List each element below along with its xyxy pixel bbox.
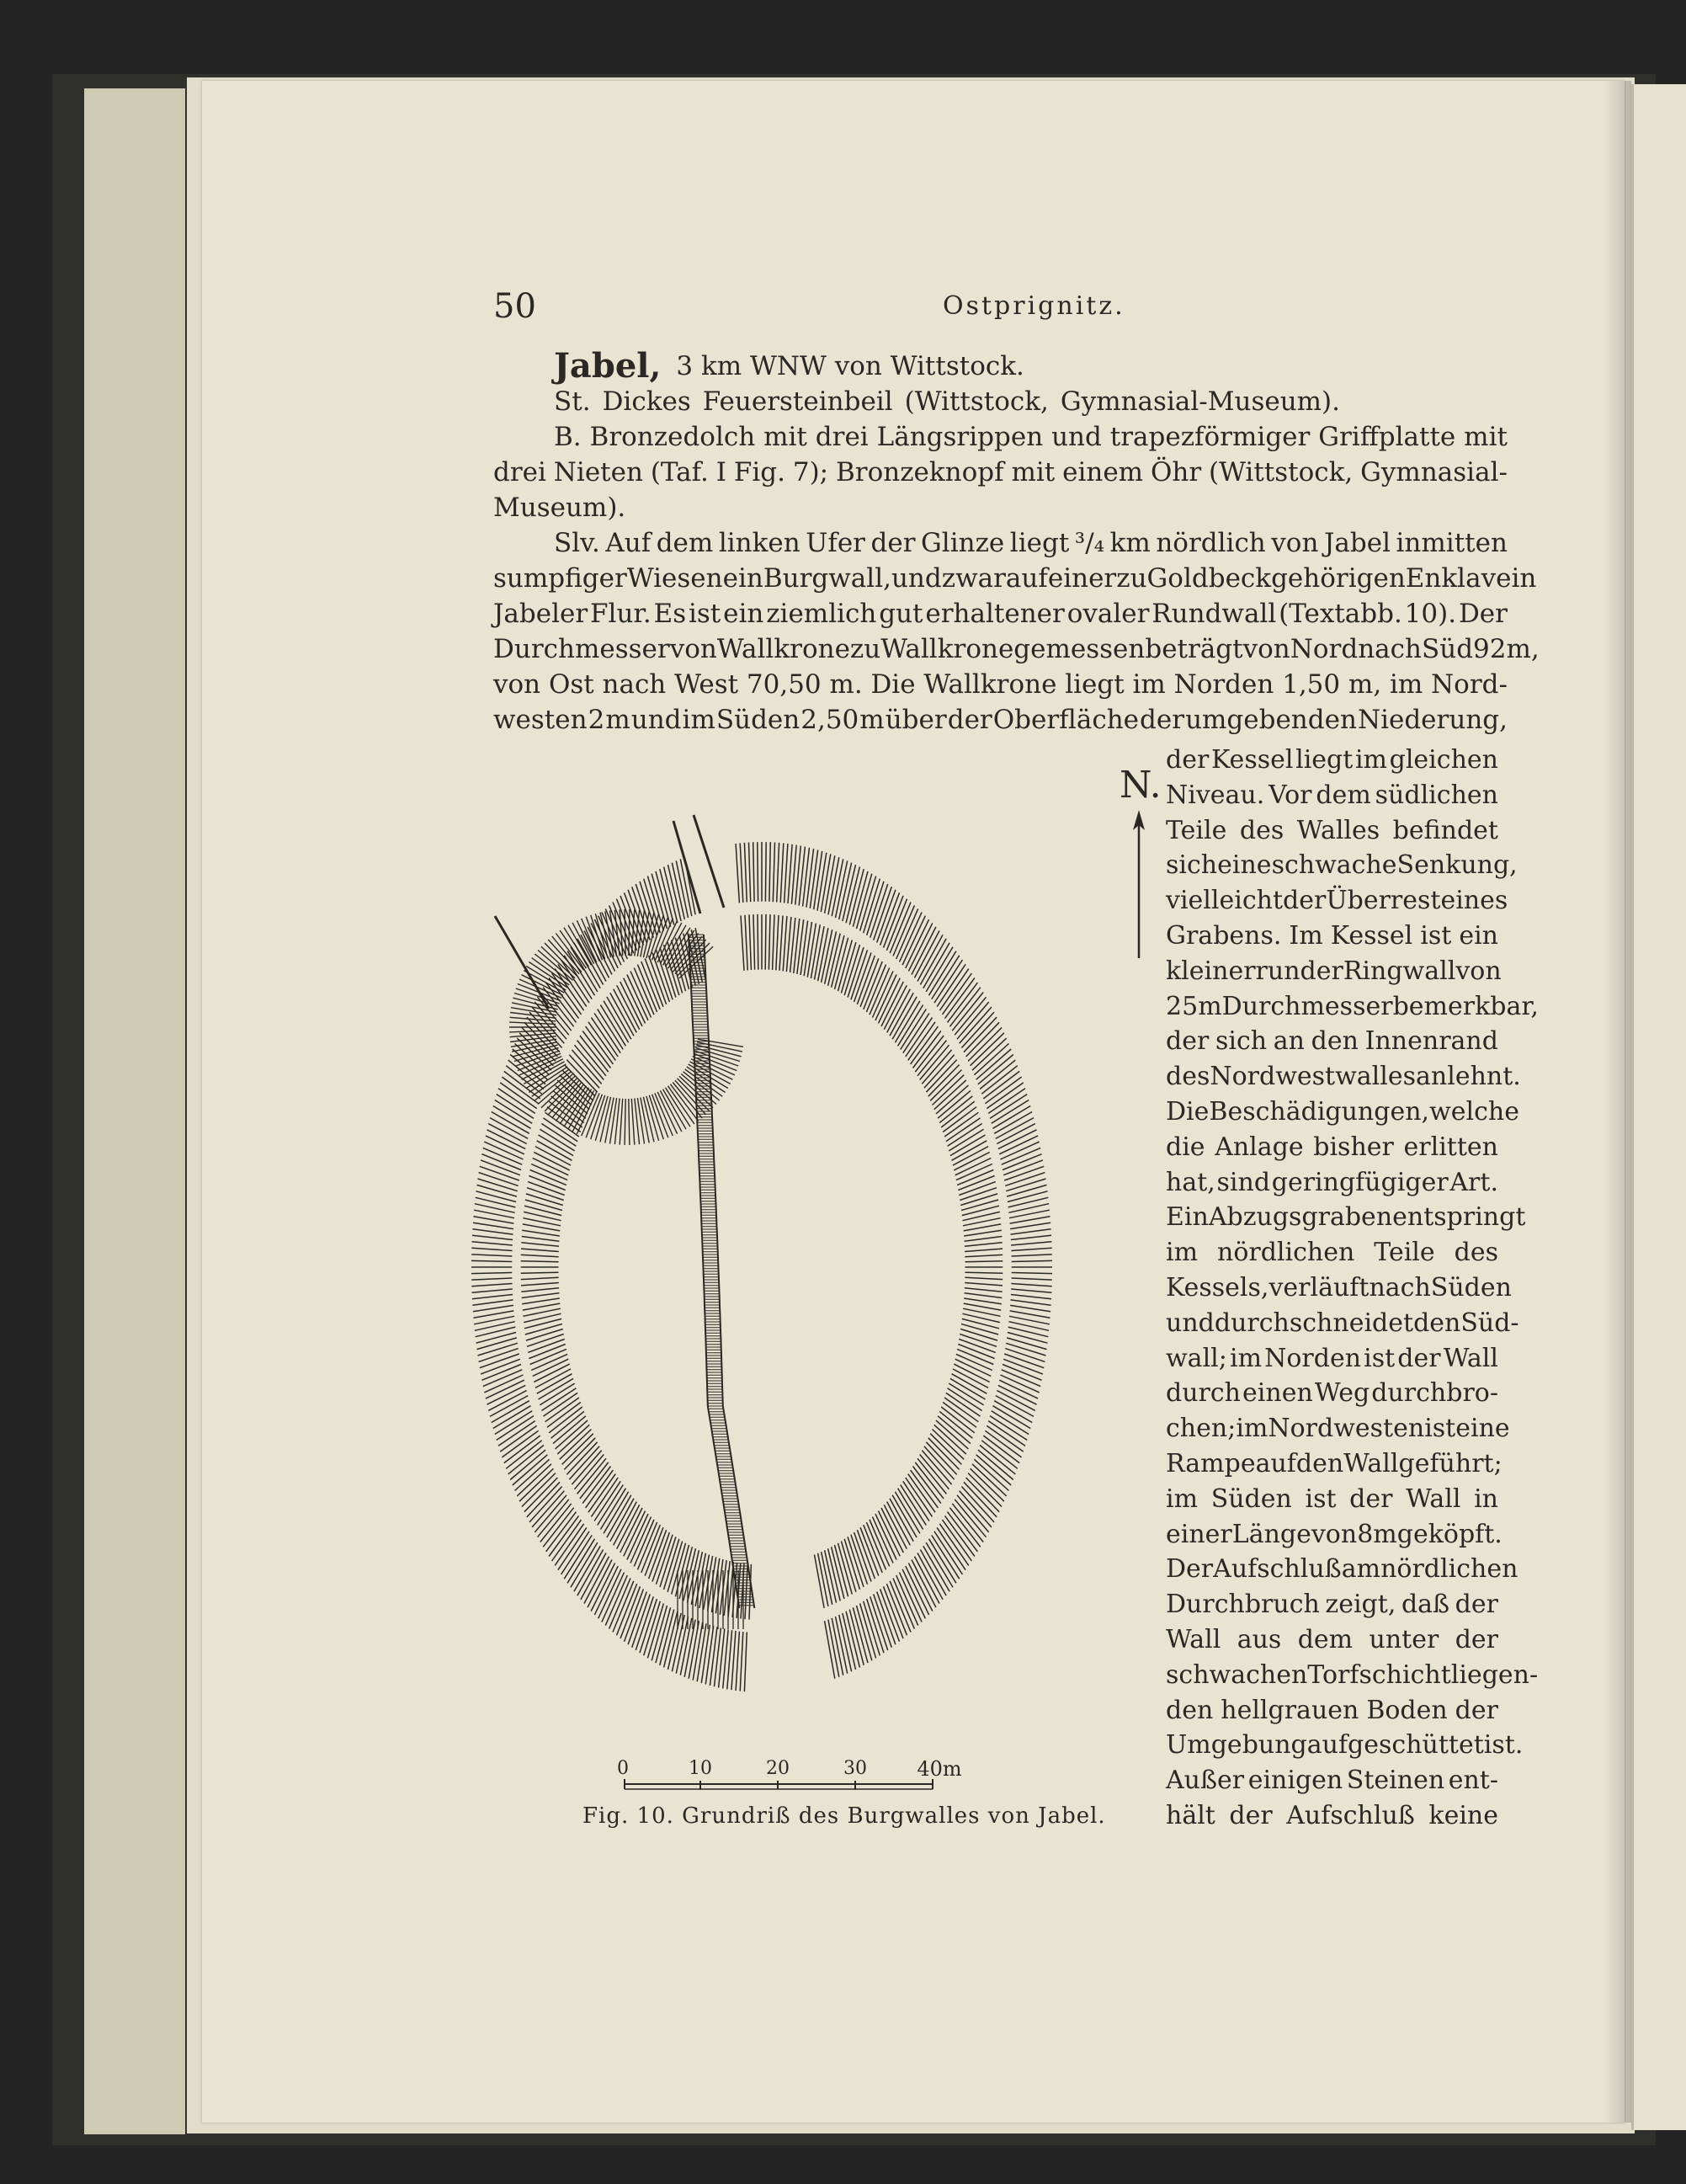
text-line: Museum). [493, 493, 626, 523]
text-line: Jabeler Flur. Es ist ein ziemlich gut erhaltener ovaler Rundwall (Textabb. 10). Der [493, 599, 1508, 629]
main-text-block [493, 346, 1540, 738]
text-line: Grabens. Im Kessel ist ein [1166, 920, 1498, 951]
scale-label: 30 [843, 1758, 867, 1779]
text-line: sumpfiger Wiesen ein Burgwall, und zwar auf einer zu Goldbeck gehörigen Enklave in [493, 563, 1537, 594]
text-line: im nördlichen Teile des [1166, 1238, 1498, 1268]
text-line: 25 m Durchmesser bemerkbar, [1166, 991, 1539, 1021]
north-arrow-icon [1126, 808, 1151, 960]
text-line: wall; im Norden ist der Wall [1166, 1343, 1498, 1373]
book-edge [84, 88, 185, 2134]
text-line: durch einen Weg durchbro- [1166, 1378, 1498, 1409]
text-line: die Anlage bisher erlitten [1166, 1132, 1498, 1162]
text-line: westen 2 m und im Süden 2,50 m über der Oberfläche der umgebenden Niederung, [493, 705, 1508, 735]
text-line: Slv. Auf dem linken Ufer der Glinze liegt ³/₄ km nördlich von Jabel inmitten [554, 528, 1508, 558]
text-line: des Nordwestwalles anlehnt. [1166, 1062, 1521, 1092]
text-line: der sich an den Innenrand [1166, 1026, 1498, 1057]
text-line [493, 346, 1508, 386]
facing-page-edge [1631, 84, 1686, 2130]
text-line: Außer einigen Steinen ent- [1166, 1766, 1498, 1796]
text-line: hält der Aufschluß keine [1166, 1800, 1498, 1830]
gutter-shadow [1604, 81, 1631, 2123]
text-line: Der Aufschluß am nördlichen [1166, 1554, 1518, 1585]
text-line: den hellgrauen Boden der [1166, 1695, 1498, 1725]
figure-caption: Fig. 10. Grundriß des Burgwalles von Jabel. [582, 1803, 1106, 1829]
running-head: Ostprignitz. [943, 291, 1125, 321]
entry-heading: Jabel, [554, 346, 662, 386]
text-line: St. Dickes Feuersteinbeil (Wittstock, Gymnasial-Museum). [554, 386, 1341, 417]
text-line: schwachen Torfschicht liegen- [1166, 1659, 1539, 1690]
text-line: drei Nieten (Taf. I Fig. 7); Bronzeknopf mit einem Öhr (Wittstock, Gymnasial- [493, 457, 1508, 487]
text-line: vielleicht der Überrest eines [1166, 886, 1508, 916]
text-line: Die Beschädigungen, welche [1166, 1096, 1519, 1127]
scale-label: 10 [689, 1758, 712, 1779]
scale-label: 0 [617, 1758, 629, 1779]
text-line: und durchschneidet den Süd- [1166, 1308, 1519, 1338]
text-line: Ein Abzugsgraben entspringt [1166, 1202, 1526, 1233]
page-number: 50 [493, 287, 536, 326]
text-line: Teile des Walles befindet [1166, 815, 1498, 845]
text-line: der Kessel liegt im gleichen [1166, 745, 1498, 775]
text-line: Rampe auf den Wall geführt; [1166, 1448, 1503, 1478]
text-line: Wall aus dem unter der [1166, 1624, 1498, 1654]
text-line: chen; im Nordwesten ist eine [1166, 1414, 1510, 1444]
text-line: von Ost nach West 70,50 m. Die Wallkrone liegt im Norden 1,50 m, im Nord- [493, 669, 1508, 700]
text-line: hat, sind geringfügiger Art. [1166, 1167, 1498, 1197]
text-line: kleiner runder Ringwall von [1166, 956, 1502, 986]
text-line: Durchmesser von Wallkrone zu Wallkrone gemessen beträgt von Nord nach Süd 92 m, [493, 634, 1540, 664]
text-line: Niveau. Vor dem südlichen [1166, 780, 1498, 810]
text-line: Umgebung aufgeschüttet ist. [1166, 1730, 1524, 1761]
text-line: Durchbruch zeigt, daß der [1166, 1590, 1498, 1620]
scale-label: 20 [766, 1758, 790, 1779]
north-label: N. [1120, 764, 1162, 807]
side-text-block [1166, 743, 1539, 1834]
text-line: einer Länge von 8 m geköpft. [1166, 1519, 1503, 1549]
text-line: sich eine schwache Senkung, [1166, 850, 1518, 881]
text-line: im Süden ist der Wall in [1166, 1484, 1498, 1514]
text-line: Kessels, verläuft nach Süden [1166, 1272, 1512, 1302]
entry-heading-rest: 3 km WNW von Wittstock. [676, 351, 1024, 381]
figure-burgwall-plan [471, 808, 1128, 1747]
text-line: B. Bronzedolch mit drei Längsrippen und trapezförmiger Griffplatte mit [554, 422, 1508, 452]
scale-label: 40m [917, 1757, 962, 1781]
